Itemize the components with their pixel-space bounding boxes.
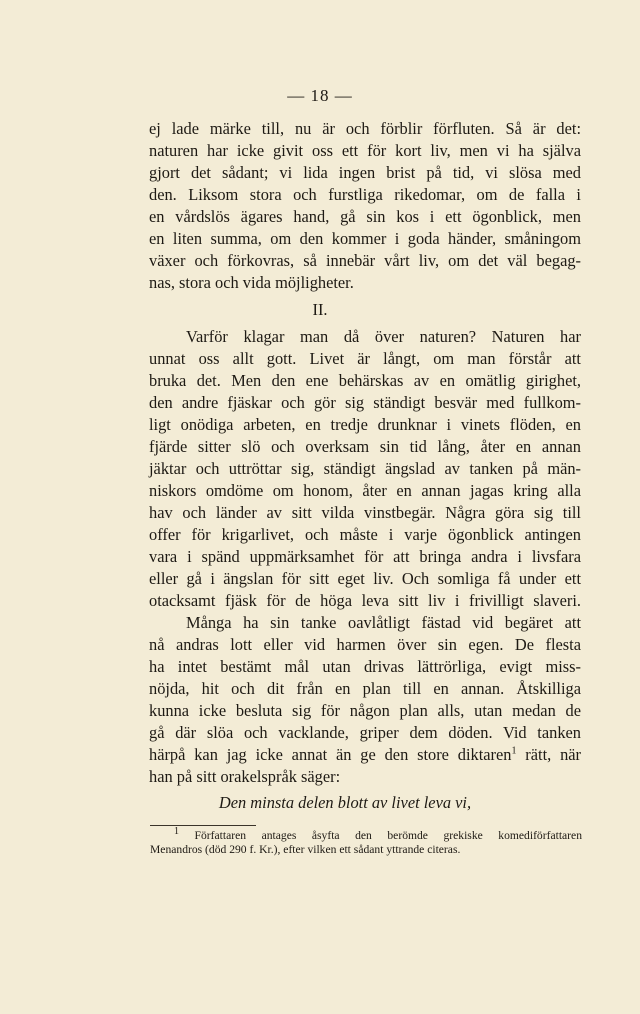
text-line: gå där slöa och vacklande, griper dem döden. Vid tanken xyxy=(149,723,581,742)
text-line: naturen har icke givit oss ett för kort liv, men vi ha själva xyxy=(149,141,581,160)
text-line: den. Liksom stora och furstliga rikedomar, om de falla i xyxy=(149,185,581,204)
text-line: växer och förkovras, så innebär vårt liv, om det väl begag- xyxy=(149,251,581,270)
footnote-line: Menandros (död 290 f. Kr.), efter vilken ett sådant yttrande citeras. xyxy=(150,843,461,856)
text-line: den andre fjäskar och gör sig ständigt besvär med fullkom- xyxy=(149,393,581,412)
text-line: nas, stora och vida möjligheter. xyxy=(149,273,354,292)
text-line-with-footnote xyxy=(149,744,581,766)
text-line: ha intet bestämt mål utan drivas lättrörliga, evigt miss- xyxy=(149,657,581,676)
footnote-number: 1 xyxy=(174,826,179,838)
text-line: ej lade märke till, nu är och förblir förfluten. Så är det: xyxy=(149,119,581,138)
footnote-marker: 1 xyxy=(511,745,517,757)
text-line: ligt onödiga arbeten, en tredje drunknar i vinets flöden, en xyxy=(149,415,581,434)
text-line: bruka det. Men den ene behärskas av en omätlig girighet, xyxy=(149,371,581,390)
text-line: jäktar och uttröttar sig, ständigt ängslad av tanken på män- xyxy=(149,459,581,478)
text-line: en liten summa, om den kommer i goda händer, småningom xyxy=(149,229,581,248)
text-line: unnat oss allt gott. Livet är långt, om man förstår att xyxy=(149,349,581,368)
text-segment: härpå kan jag icke annat än ge den store diktaren xyxy=(149,745,512,764)
text-line: eller gå i ängslan för sitt eget liv. Och somliga få under ett xyxy=(149,569,581,588)
footnote-divider xyxy=(150,825,256,826)
text-line: nöjda, hit och dit från en plan till en annan. Åtskilliga xyxy=(149,679,581,698)
verse-quote: Den minsta delen blott av livet leva vi, xyxy=(218,793,472,812)
text-line: vara i spänd uppmärksamhet för att bringa andra i livsfara xyxy=(149,547,581,566)
text-line: kunna icke besluta sig för någon plan alls, utan medan de xyxy=(149,701,581,720)
text-line: Varför klagar man då över naturen? Naturen har xyxy=(186,327,581,346)
section-heading: II. xyxy=(312,300,328,319)
text-line: niskors omdöme om honom, åter en annan jagas kring alla xyxy=(149,481,581,500)
text-segment: rätt, när xyxy=(516,745,582,764)
footnote-line xyxy=(174,826,582,843)
text-line: nå andras lott eller vid harmen över sin egen. De flesta xyxy=(149,635,581,654)
text-line: otacksamt fjäsk för de höga leva sitt liv i frivilligt slaveri. xyxy=(149,591,581,610)
text-line: offer för krigarlivet, och måste i varje ögonblick antingen xyxy=(149,525,581,544)
text-line: han på sitt orakelspråk säger: xyxy=(149,767,341,786)
text-line: hav och länder av sitt vilda vinstbegär. Några göra sig till xyxy=(149,503,581,522)
footnote-text: Författaren antages åsyfta den berömde grekiske komediförfattaren xyxy=(194,829,582,842)
text-line: Många ha sin tanke oavlåtligt fästad vid begäret att xyxy=(186,613,581,632)
text-line: gjort det sådant; vi lida ingen brist på tid, vi slösa med xyxy=(149,163,581,182)
text-line: fjärde sitter slö och overksam sin tid lång, åter en annan xyxy=(149,437,581,456)
page-number: — 18 — xyxy=(287,86,353,105)
text-line: en vårdslös ägares hand, gå sin kos i ett ögonblick, men xyxy=(149,207,581,226)
